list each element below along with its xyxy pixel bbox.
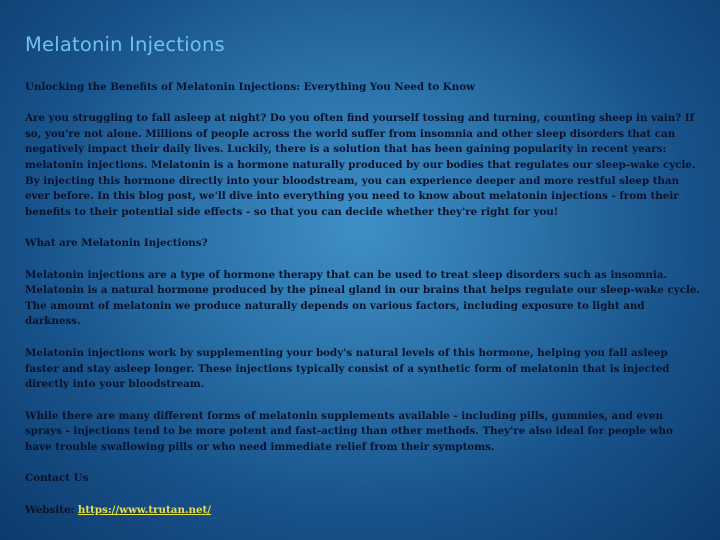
paragraph-forms: While there are many different forms of melatonin supplements available - including pills, gummies, and even sprays - injections tend to be more potent and fast-acting than other methods. They're also ideal for people who have trouble swallowing pills or who need immediate relief from their symptoms. [25,409,673,453]
paragraph-definition: Melatonin injections are a type of hormone therapy that can be used to treat sleep disorders such as insomnia. Melatonin is a natural hormone produced by the pineal gland in our brains that helps regulate our sleep-wake cycle. The amount of melatonin we produce naturally depends on various factors, including exposure to light and darkness. [25,268,701,328]
website-line [25,503,700,519]
website-label: Website: [25,504,75,517]
subtitle: Unlocking the Benefits of Melatonin Injections: Everything You Need to Know [25,81,475,93]
paragraph-how-it-works: Melatonin injections work by supplementing your body's natural levels of this hormone, helping you fall asleep faster and stay asleep longer. These injections typically consist of a synthetic form of melatonin that is injected directly into your bloodstream. [25,346,670,391]
section-heading: What are Melatonin Injections? [25,237,208,250]
website-link[interactable]: https://www.trutan.net/ [77,504,212,517]
intro-paragraph: Are you struggling to fall asleep at night? Do you often find yourself tossing and turning, counting sheep in vain? If so, you're not alone. Millions of people across the world suffer from insomnia and other sleep disorders that can negatively impact their daily lives. Luckily, there is a solution that has been gaining popularity in recent years: melatonin injections. Melatonin is a hormone naturally produced by our bodies that regulates our sleep-wake cycle. By injecting this hormone directly into your bloodstream, you can experience deeper and more restful sleep than ever before. In this blog post, we'll dive into everything you need to know about melatonin injections - from their benefits to their potential side effects - so that you can decide whether they're right for you! [25,112,696,218]
page-title: Melatonin Injections [25,33,225,56]
slide-content [25,80,700,519]
contact-us: Contact Us [25,472,89,485]
